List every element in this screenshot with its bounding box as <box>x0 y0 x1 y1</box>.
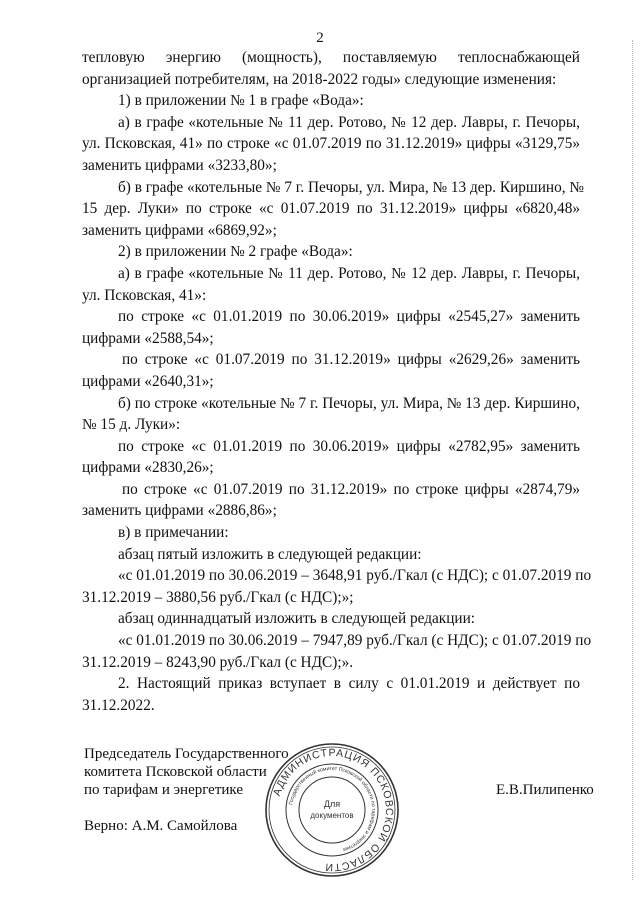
text-line: а) в графе «котельные № 11 дер. Ротово, № 12 дер. Лавры, г. Печоры, <box>118 113 580 131</box>
text-line: по строке «с 01.07.2019 по 31.12.2019» цифры «2629,26» заменить <box>122 351 580 369</box>
text-line: цифрами «2640,31»; <box>82 372 214 390</box>
text-line: «с 01.01.2019 по 30.06.2019 – 3648,91 руб./Гкал (с НДС); с 01.07.2019 по <box>118 567 592 585</box>
text-line: заменить цифрами «3233,80»; <box>82 156 277 174</box>
text-line: заменить цифрами «6869,92»; <box>82 221 277 239</box>
text-line: а) в графе «котельные № 11 дер. Ротово, № 12 дер. Лавры, г. Печоры, <box>118 264 580 282</box>
text-line: заменить цифрами «2886,86»; <box>82 502 277 520</box>
text-line: цифрами «2588,54»; <box>82 329 214 347</box>
stamp-center-line: Для <box>323 799 341 809</box>
text-line: 1) в приложении № 1 в графе «Вода»: <box>118 92 364 110</box>
text-line: № 15 д. Луки»: <box>82 416 181 434</box>
text-line: б) по строке «котельные № 7 г. Печоры, ул. Мира, № 13 дер. Киршино, <box>118 394 580 412</box>
text-line: по строке «с 01.07.2019 по 31.12.2019» по строке цифры «2874,79» <box>122 480 580 498</box>
official-stamp <box>262 740 402 880</box>
text-line: 2) в приложении № 2 графе «Вода»: <box>118 243 353 261</box>
text-line: абзац пятый изложить в следующей редакции: <box>118 545 422 563</box>
signatory-title-line: по тарифам и энергетике <box>84 782 243 798</box>
text-line: цифрами «2830,26»; <box>82 459 214 477</box>
signatory-name: Е.В.Пилипенко <box>496 782 594 798</box>
signatory-title-line: комитета Псковской области <box>84 764 267 780</box>
text-line: 31.12.2019 – 8243,90 руб./Гкал (с НДС);». <box>82 653 354 671</box>
scan-edge-line <box>632 40 634 880</box>
stamp-center-line: документов <box>310 811 354 820</box>
certified-copy-note: Верно: А.М. Самойлова <box>84 818 238 834</box>
text-line: 15 дер. Луки» по строке «с 01.07.2019 по 31.12.2019» цифры «6820,48» <box>82 200 580 218</box>
document-body <box>82 47 592 716</box>
text-line: «с 01.01.2019 по 30.06.2019 – 7947,89 руб./Гкал (с НДС); с 01.07.2019 по <box>118 632 592 650</box>
text-line: б) в графе «котельные № 7 г. Печоры, ул. Мира, № 13 дер. Киршино, № <box>118 178 584 196</box>
page-number: 2 <box>316 30 324 46</box>
text-line: ул. Псковская, 41»: <box>82 286 207 304</box>
stamp-outer-text: АДМИНИСТРАЦИЯ ПСКОВСКОЙ ОБЛАСТИ <box>271 746 396 874</box>
text-line: абзац одиннадцатый изложить в следующей редакции: <box>118 610 476 628</box>
text-line: 31.12.2019 – 3880,56 руб./Гкал (с НДС);»; <box>82 588 354 606</box>
text-line: ул. Псковская, 41» по строке «с 01.07.2019 по 31.12.2019» цифры «3129,75» <box>82 135 580 153</box>
text-line: организацией потребителям, на 2018-2022 годы» следующие изменения: <box>82 70 557 88</box>
text-line: 2. Настоящий приказ вступает в силу с 01.01.2019 и действует по <box>118 675 580 693</box>
signatory-title <box>84 745 289 799</box>
text-line: 31.12.2022. <box>82 696 155 714</box>
stamp-inner-text: Государственный комитет Псковской области по тарифам и энергетике <box>288 765 377 853</box>
text-line: по строке «с 01.01.2019 по 30.06.2019» цифры «2782,95» заменить <box>118 437 580 455</box>
text-line: в) в примечании: <box>118 524 229 542</box>
signatory-title-line: Председатель Государственного <box>84 746 289 762</box>
text-line: тепловую энергию (мощность), поставляемую теплоснабжающей <box>82 49 580 66</box>
text-line: по строке «с 01.01.2019 по 30.06.2019» цифры «2545,27» заменить <box>118 308 580 326</box>
